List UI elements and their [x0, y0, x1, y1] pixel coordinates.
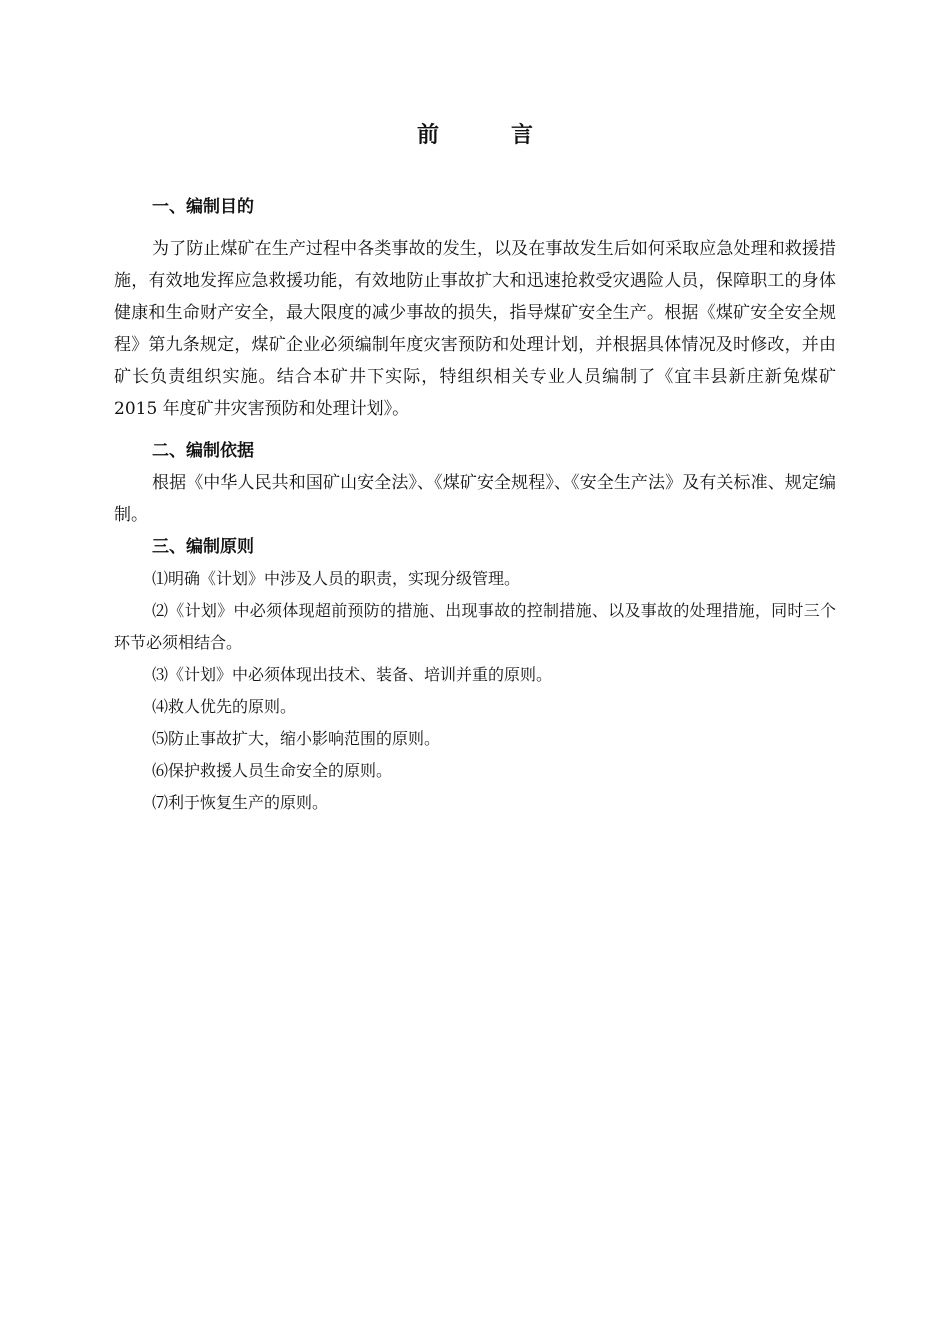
section-heading-purpose: 一、编制目的: [152, 197, 254, 217]
principle-item-1: ⑴明确《计划》中涉及人员的职责，实现分级管理。: [152, 569, 521, 588]
section-heading-basis: 二、编制依据: [152, 441, 254, 461]
principle-item-4: ⑷救人优先的原则。: [152, 697, 297, 716]
section-paragraph-basis: 根据《中华人民共和国矿山安全法》、《煤矿安全规程》、《安全生产法》及有关标准、规定编制。: [114, 473, 836, 525]
page-title-right: 言: [511, 123, 534, 148]
page-title: [0, 118, 950, 149]
section-heading-principles: 三、编制原则: [152, 537, 254, 557]
principle-item-5: ⑸防止事故扩大，缩小影响范围的原则。: [152, 729, 441, 748]
section-paragraph-purpose: 为了防止煤矿在生产过程中各类事故的发生，以及在事故发生后如何采取应急处理和救援措施，有效地发挥应急救援功能，有效地防止事故扩大和迅速抢救受灾遇险人员，保障职工的身体健康和生命财产安全，最大限度的减少事故的损失，指导煤矿安全生产。根据《煤矿安全安全规程》第九条规定，煤矿企业必须编制年度灾害预防和处理计划，并根据具体情况及时修改，并由矿长负责组织实施。结合本矿井下实际，特组织相关专业人员编制了《宜丰县新庄新兔煤矿 2015 年度矿井灾害预防和处理计划》。: [114, 239, 836, 419]
principle-item-6: ⑹保护救援人员生命安全的原则。: [152, 761, 393, 780]
principle-item-2: ⑵《计划》中必须体现超前预防的措施、出现事故的控制措施、以及事故的处理措施，同时三个环节必须相结合。: [114, 601, 836, 652]
document-body: [114, 191, 836, 819]
principle-item-3: ⑶《计划》中必须体现出技术、装备、培训并重的原则。: [152, 665, 553, 684]
principle-item-7: ⑺利于恢复生产的原则。: [152, 793, 329, 812]
page-title-left: 前: [416, 123, 439, 148]
